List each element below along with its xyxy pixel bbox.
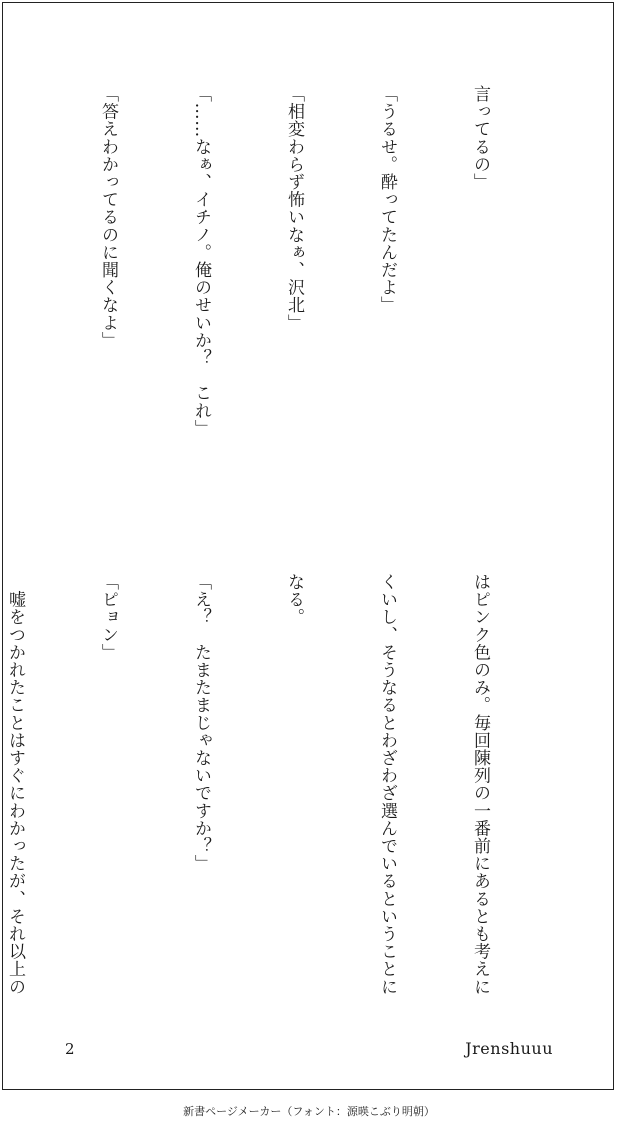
lower-text-column bbox=[5, 573, 557, 1013]
text-line: 「うるせ。酔ってたんだよ」 bbox=[377, 85, 397, 314]
text-line: 「ピョン」 bbox=[98, 573, 118, 661]
upper-text-column bbox=[49, 85, 557, 525]
text-line: はピンク色のみ。毎回陳列の一番前にあるとも考えに bbox=[470, 573, 490, 996]
book-page bbox=[2, 2, 614, 1090]
page-number: 2 bbox=[65, 1040, 75, 1058]
text-line: 「答えわかってるのに聞くなよ」 bbox=[98, 85, 118, 349]
text-line: 嘘をつかれたことはすぐにわかったが、それ以上の bbox=[5, 573, 25, 996]
text-line: 「……なぁ、イチノ。俺のせいか？ これ」 bbox=[191, 85, 211, 437]
text-line: 「え？ たまたまじゃないですか？」 bbox=[191, 573, 211, 873]
generator-credit: 新書ページメーカー（フォント：源暎こぶり明朝） bbox=[183, 1105, 435, 1118]
text-line: 言ってるの」 bbox=[470, 85, 490, 191]
author-name: Jrenshuuu bbox=[465, 1039, 553, 1058]
text-line: 「相変わらず怖いなぁ、沢北」 bbox=[284, 85, 304, 332]
text-line: くいし、そうなるとわざわざ選んでいるということに bbox=[377, 573, 397, 996]
text-line: なる。 bbox=[284, 573, 304, 626]
